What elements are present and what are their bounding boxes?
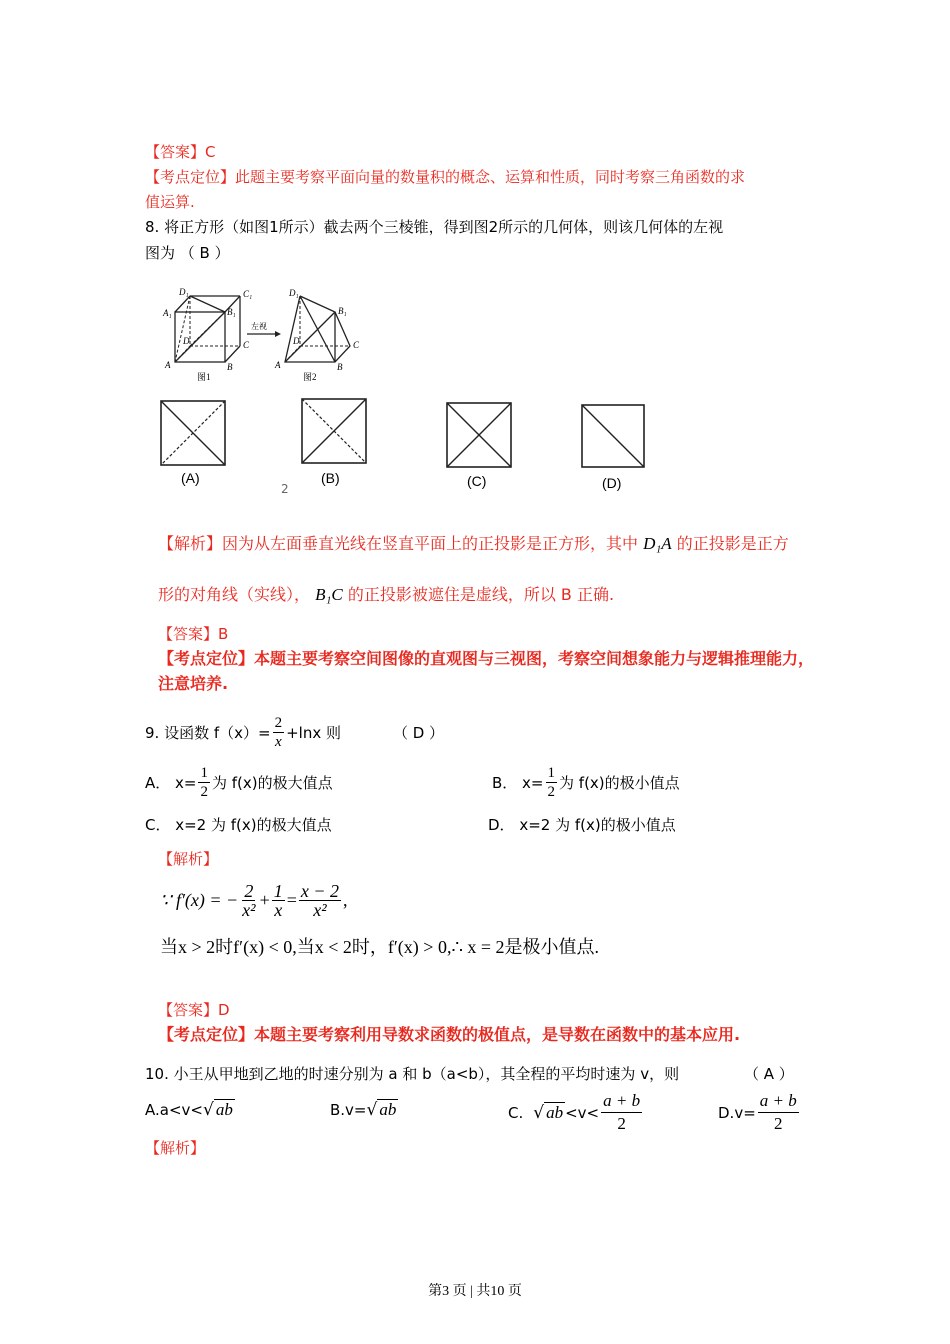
option-c-label: (C) <box>467 473 487 489</box>
q9-deriv-pre: ∵ f′(x) = − <box>160 890 239 910</box>
q8-option-views <box>155 395 655 495</box>
q10-opt-c-mid: <v< <box>565 1103 600 1122</box>
q7-point-line2: 值运算. <box>145 193 195 211</box>
fig1-label-a1: A₁ <box>163 308 172 318</box>
q8-analysis-mid: 的正投影是正方 <box>676 534 789 553</box>
q9-deriv-end: , <box>343 890 348 910</box>
q9-analysis-label: 【解析】 <box>158 850 219 868</box>
q9-deriv-f3-den: x² <box>313 900 327 920</box>
q10-option-a <box>145 1098 235 1122</box>
q10-opt-c-frac <box>601 1090 642 1135</box>
q10-opt-c-rad: ab <box>546 1102 564 1122</box>
option-b-label: (B) <box>321 470 340 486</box>
q9-deriv-f2-num: 1 <box>273 881 283 901</box>
q9-option-d: D． x=2 为 f(x)的极小值点 <box>488 816 676 834</box>
q9-deriv-f3-num: x − 2 <box>300 881 340 901</box>
q8-analysis-sym1: D₁A <box>643 534 672 553</box>
q7-point-line1: 【考点定位】此题主要考察平面向量的数量积的概念、运算和性质，同时考察三角函数的求 <box>145 168 746 186</box>
q8-stem-line1: 8. 将正方形（如图1所示）截去两个三棱锥，得到图2所示的几何体，则该几何体的左视 <box>145 218 724 236</box>
option-a-label: (A) <box>181 470 200 486</box>
q10-opt-c-num: a + b <box>601 1090 642 1113</box>
q10-opt-b-rad: ab <box>379 1100 397 1119</box>
page-footer: 第3 页 | 共10 页 <box>428 1284 522 1299</box>
q9-opt-a-den: 2 <box>200 784 208 800</box>
q9-opt-b-frac <box>546 764 558 801</box>
q10-opt-d-frac <box>758 1090 799 1135</box>
q10-opt-d-num: a + b <box>758 1090 799 1113</box>
fig2-label-d1: D₁ <box>289 288 299 298</box>
arrow-label: 左视 <box>251 322 267 331</box>
q9-deriv-frac2 <box>272 882 285 919</box>
q10-opt-d-den: 2 <box>774 1114 783 1133</box>
q9-fraction <box>273 714 285 751</box>
q10-opt-c-sqrt: √ ab <box>533 1102 564 1123</box>
q9-option-a <box>145 764 333 801</box>
q8-analysis-line2-post: 的正投影被遮住是虚线，所以 B 正确. <box>347 585 615 604</box>
fig1-caption: 图1 <box>197 372 211 382</box>
q10-opt-a-sqrt: √ ab <box>202 1100 233 1120</box>
q9-opt-a-num: 1 <box>200 765 208 781</box>
q8-stem-line2: 图为 （ B ） <box>145 244 230 262</box>
fig2-caption: 图2 <box>303 372 317 382</box>
q9-opt-b-den: 2 <box>547 784 556 800</box>
fig2-label-b: B <box>337 362 343 372</box>
q9-choice: （ D ） <box>392 723 445 742</box>
q9-deriv-frac3 <box>299 882 341 919</box>
q8-analysis-pre: 【解析】因为从左面垂直光线在竖直平面上的正投影是正方形，其中 <box>158 534 639 553</box>
q10-opt-d-pre: D.v= <box>718 1103 756 1122</box>
q10-option-c <box>508 1090 644 1135</box>
fig1-label-b: B <box>227 362 233 372</box>
q9-opt-b-pre: B． x= <box>492 773 544 792</box>
q9-point: 【考点定位】本题主要考察利用导数求函数的极值点，是导数在函数中的基本应用. <box>158 1025 741 1044</box>
q10-opt-a-rad: ab <box>215 1100 233 1119</box>
q8-answer: 【答案】B <box>158 625 229 643</box>
q9-stem-suffix: +lnx 则 <box>286 723 341 742</box>
fig1-label-c: C <box>243 340 250 350</box>
fig1-label-d: D <box>183 336 190 346</box>
q8-point-line2: 注意培养. <box>158 674 229 693</box>
q9-opt-b-post: 为 f(x)的极小值点 <box>559 773 680 792</box>
q9-opt-a-post: 为 f(x)的极大值点 <box>211 773 333 792</box>
q7-answer: 【答案】C <box>145 143 216 161</box>
q9-opt-b-num: 1 <box>547 765 556 781</box>
q9-deriv-f1-den: x² <box>242 900 256 920</box>
q9-answer: 【答案】D <box>158 1001 230 1019</box>
fig1-label-b1: B₁ <box>227 307 236 317</box>
q10-analysis-label: 【解析】 <box>145 1139 206 1157</box>
q9-conclusion: 当x > 2时f′(x) < 0,当x < 2时，f′(x) > 0,∴ x = 2是极小值点. <box>160 937 600 957</box>
q8-analysis-line2-pre: 形的对角线（实线）， <box>158 585 311 604</box>
q9-opt-a-pre: A． x= <box>145 773 197 792</box>
fig1-label-d1: D₁ <box>179 287 189 297</box>
q10-opt-b-sqrt: √ ab <box>366 1100 397 1120</box>
q10-opt-a-pre: A.a<v< <box>145 1101 203 1119</box>
q8-point-line1: 【考点定位】本题主要考察空间图像的直观图与三视图，考察空间想象能力与逻辑推理能力， <box>158 649 815 668</box>
q9-stem-prefix: 9. 设函数 f（x）= <box>145 723 271 742</box>
q9-stem <box>145 714 444 751</box>
q9-frac-den: x <box>274 734 282 750</box>
q10-choice: （ A ） <box>744 1065 794 1083</box>
q9-option-b <box>492 764 680 801</box>
fig2-label-c: C <box>353 340 360 350</box>
q8-figure-solids <box>155 282 375 382</box>
q8-analysis-sym2: B₁C <box>315 585 343 604</box>
q9-deriv-eq: = <box>286 890 297 910</box>
stray-mark: 2 <box>281 482 289 496</box>
fig2-label-a: A <box>275 360 281 370</box>
q9-deriv-plus: + <box>259 890 270 910</box>
q9-option-c: C． x=2 为 f(x)的极大值点 <box>145 816 332 834</box>
q10-stem: 10. 小王从甲地到乙地的时速分别为 a 和 b（a<b），其全程的平均时速为 v，则 <box>145 1065 680 1083</box>
q9-deriv-f2-den: x <box>274 900 283 920</box>
q10-opt-b-pre: B.v= <box>330 1101 367 1119</box>
q9-frac-num: 2 <box>274 715 283 731</box>
fig2-label-b1: B₁ <box>338 306 347 316</box>
q9-opt-a-frac <box>198 764 210 801</box>
fig1-label-a: A <box>165 360 171 370</box>
q9-deriv-frac1 <box>240 882 257 919</box>
q10-option-d <box>718 1090 801 1135</box>
q9-derivative <box>160 882 348 919</box>
option-d-label: (D) <box>602 475 622 491</box>
fig1-label-c1: C₁ <box>243 289 253 299</box>
q10-opt-c-den: 2 <box>617 1114 626 1133</box>
fig2-label-d: D <box>293 336 300 346</box>
q10-option-b <box>330 1098 398 1122</box>
q8-analysis-line2 <box>158 583 614 607</box>
q8-analysis-line1 <box>158 532 789 556</box>
q10-opt-c-pre: C. <box>508 1103 524 1122</box>
q9-deriv-f1-num: 2 <box>244 881 254 901</box>
